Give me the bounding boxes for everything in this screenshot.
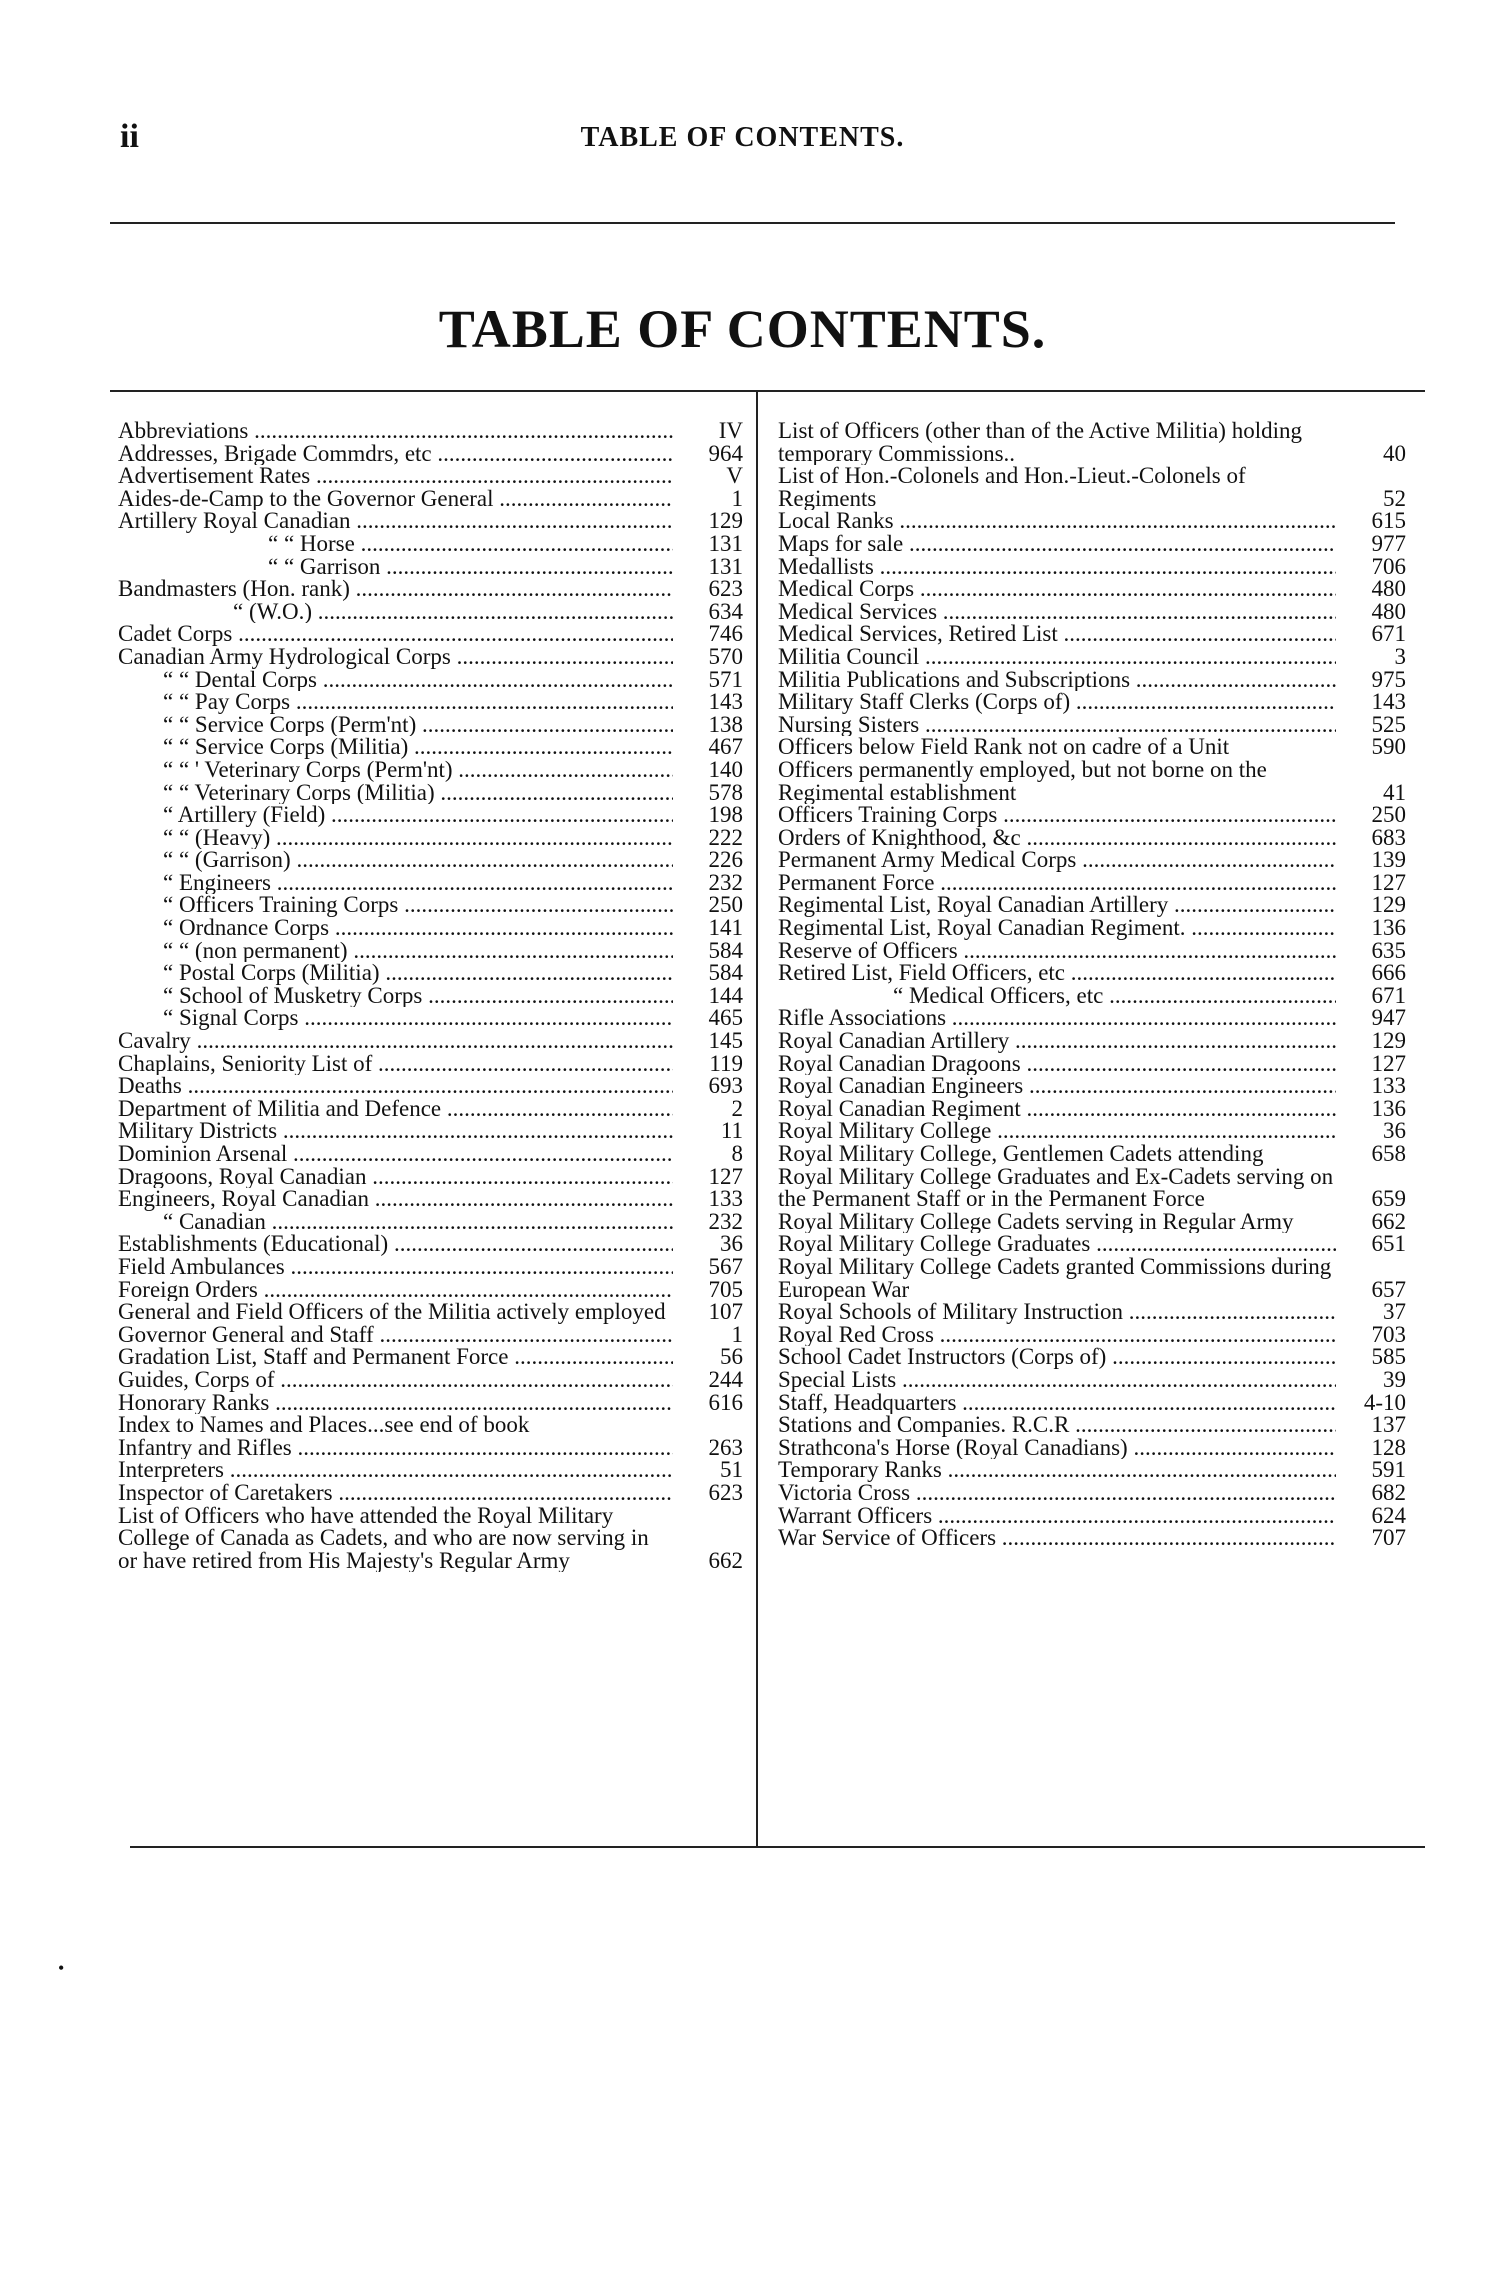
- toc-entry-title: Orders of Knighthood, &c .....: [778, 827, 1336, 850]
- toc-entry: [118, 804, 743, 827]
- toc-entry-title: “ “ Dental Corps .....: [118, 669, 673, 692]
- toc-entry-page: 1: [731, 485, 743, 511]
- toc-entry: [778, 1366, 1406, 1392]
- toc-entry: [118, 1479, 743, 1505]
- toc-entry: [778, 1050, 1406, 1076]
- toc-entry-title: “ “ Garrison .....: [118, 556, 673, 579]
- toc-entry-title: Royal Schools of Military Instruction .....: [778, 1301, 1336, 1324]
- toc-entry-title: Addresses, Brigade Commdrs, etc .....: [118, 443, 673, 466]
- toc-entry-title: Artillery Royal Canadian .....: [118, 510, 673, 533]
- toc-entry-title: Royal Military College Cadets serving in Regular Army: [778, 1210, 1294, 1234]
- toc-entry-title: Canadian Army Hydrological Corps .....: [118, 646, 673, 669]
- toc-entry: [118, 1095, 743, 1121]
- toc-entry-page: V: [726, 463, 743, 489]
- toc-entry: [118, 691, 743, 714]
- toc-entry: [778, 1479, 1406, 1505]
- toc-entry: [778, 849, 1406, 872]
- toc-entry: [778, 1030, 1406, 1053]
- toc-entry-title: Guides, Corps of .....: [118, 1369, 673, 1392]
- toc-entry-title: Abbreviations .....: [118, 420, 673, 443]
- toc-entry-page: 467: [708, 734, 743, 760]
- toc-entry: [778, 1321, 1406, 1347]
- toc-entry-page: 119: [709, 1050, 743, 1076]
- toc-entry-title: Bandmasters (Hon. rank) .....: [118, 578, 673, 601]
- toc-entry-title: General and Field Officers of the Militia actively employed: [118, 1301, 666, 1324]
- toc-entry: [778, 691, 1406, 714]
- toc-entry: [118, 824, 743, 850]
- toc-entry-title: “ “ Service Corps (Perm'nt) .....: [118, 714, 673, 737]
- toc-entry-title: Infantry and Rifles .....: [118, 1437, 673, 1460]
- toc-entry: [118, 982, 743, 1008]
- toc-entry: [118, 1253, 743, 1279]
- toc-entry-page: 578: [708, 779, 743, 805]
- toc-entry-page: 705: [708, 1276, 743, 1302]
- toc-entry: [118, 578, 743, 601]
- toc-entry: [778, 1120, 1406, 1143]
- toc-entry-page: 525: [1371, 711, 1406, 737]
- toc-entry-page: 143: [1371, 689, 1406, 715]
- toc-entry: [118, 1233, 743, 1256]
- toc-entry-page: 634: [708, 598, 743, 624]
- toc-entry-title: Deaths .....: [118, 1075, 673, 1098]
- toc-entry-page: 615: [1371, 508, 1406, 534]
- toc-entry: [118, 1389, 743, 1415]
- toc-entry: [778, 1143, 1406, 1166]
- toc-entry: [118, 962, 743, 985]
- toc-entry: [118, 530, 743, 556]
- toc-entry-page: 136: [1371, 915, 1406, 941]
- toc-entry-page: 584: [708, 937, 743, 963]
- toc-entry: [778, 1233, 1406, 1256]
- toc-entry-title: Military Districts .....: [118, 1120, 673, 1143]
- toc-entry-title: Special Lists .....: [778, 1369, 1336, 1392]
- toc-entry-page: 682: [1371, 1479, 1406, 1505]
- toc-entry-page: 232: [708, 1208, 743, 1234]
- toc-entry-page: 250: [1371, 802, 1406, 828]
- toc-entry: [118, 1143, 743, 1166]
- toc-entry-title: Royal Military College, Gentlemen Cadets attending: [778, 1143, 1264, 1166]
- toc-entry-page: 143: [708, 689, 743, 715]
- toc-entry-title: Officers below Field Rank not on cadre of a Unit: [778, 736, 1230, 759]
- toc-entry: [118, 553, 743, 579]
- toc-entry-page: 127: [1371, 869, 1406, 895]
- toc-entry-page: 232: [708, 869, 743, 895]
- toc-entry-page: 666: [1371, 960, 1406, 986]
- toc-entry-page: 683: [1371, 824, 1406, 850]
- toc-entry-page: 746: [708, 621, 743, 647]
- toc-entry: [118, 1030, 743, 1053]
- toc-entry-title: Engineers, Royal Canadian .....: [118, 1188, 673, 1211]
- toc-entry-title: “ Canadian .....: [118, 1211, 673, 1234]
- page-number: ii: [120, 118, 139, 155]
- toc-entry-page: 198: [708, 802, 743, 828]
- toc-entry: [118, 1120, 743, 1143]
- toc-entry-page: 651: [1371, 1231, 1406, 1257]
- toc-entry-title: Medical Corps .....: [778, 578, 1336, 601]
- toc-entry-title: Permanent Force .....: [778, 872, 1336, 895]
- toc-entry: [778, 804, 1406, 827]
- toc-entry-title: Inspector of Caretakers .....: [118, 1482, 673, 1505]
- toc-entry-page: 56: [720, 1344, 743, 1370]
- toc-entry-page: 129: [1371, 1028, 1406, 1054]
- toc-entry: [778, 1502, 1406, 1528]
- toc-entry-title: Royal Red Cross .....: [778, 1324, 1336, 1347]
- toc-entry: [778, 1007, 1406, 1030]
- toc-entry-title: Dominion Arsenal .....: [118, 1143, 673, 1166]
- toc-entry-title: Honorary Ranks .....: [118, 1392, 673, 1415]
- toc-entry-title: List of Officers who have attended the Royal Military College of Canada as Cadets, and who are now serving in or have retired from His Majesty's Regular Army: [118, 1504, 649, 1573]
- toc-entry-title: Rifle Associations .....: [778, 1007, 1336, 1030]
- toc-entry-page: 138: [708, 711, 743, 737]
- toc-entry-title: Royal Military College Cadets granted Commissions during European War: [778, 1255, 1332, 1302]
- toc-entry: [778, 1459, 1406, 1482]
- toc-entry: [778, 917, 1406, 940]
- toc-entry-title: Cadet Corps .....: [118, 623, 673, 646]
- toc-entry-page: 693: [708, 1073, 743, 1099]
- toc-entry: [778, 643, 1406, 669]
- toc-entry: [118, 869, 743, 895]
- toc-entry: [118, 1208, 743, 1234]
- toc-entry-page: 616: [708, 1389, 743, 1415]
- toc-entry: [778, 711, 1406, 737]
- toc-entry-title: Royal Military College Graduates and Ex-Cadets serving on the Permanent Staff or in the Permanent Force: [778, 1165, 1334, 1211]
- toc-entry: [778, 1346, 1406, 1369]
- toc-entry-title: Stations and Companies. R.C.R .....: [778, 1414, 1336, 1437]
- toc-entry-title: Medical Services, Retired List .....: [778, 623, 1336, 646]
- toc-entry-page: 465: [708, 1005, 743, 1031]
- toc-entry-page: 39: [1383, 1366, 1406, 1392]
- toc-entry-title: Militia Publications and Subscriptions .....: [778, 669, 1336, 692]
- toc-entry: [118, 894, 743, 917]
- toc-entry: [118, 1050, 743, 1076]
- toc-entry-title: “ “ (non permanent) .....: [118, 940, 673, 963]
- toc-entry-title: Warrant Officers .....: [778, 1505, 1336, 1528]
- toc-entry: [778, 1389, 1406, 1415]
- toc-entry-page: 707: [1371, 1525, 1406, 1551]
- toc-entry: [778, 1434, 1406, 1460]
- toc-entry-title: List of Officers (other than of the Active Militia) holding temporary Commissions..: [778, 420, 1302, 466]
- toc-entry-page: 1: [731, 1321, 743, 1347]
- toc-entry-title: Militia Council .....: [778, 646, 1336, 669]
- toc-entry-title: “ Ordnance Corps .....: [118, 917, 673, 940]
- toc-entry: [118, 1075, 743, 1098]
- toc-entry-page: 129: [708, 508, 743, 534]
- toc-entry: [118, 711, 743, 737]
- toc-entry: [118, 1163, 743, 1189]
- toc-entry-page: 128: [1371, 1434, 1406, 1460]
- toc-entry-title: Officers Training Corps .....: [778, 804, 1336, 827]
- toc-entry-title: Victoria Cross .....: [778, 1482, 1336, 1505]
- toc-entry-page: 41: [1383, 779, 1406, 805]
- toc-entry-title: “ “ Service Corps (Militia) .....: [118, 736, 673, 759]
- toc-entry: [118, 666, 743, 692]
- toc-entry-title: Nursing Sisters .....: [778, 714, 1336, 737]
- toc-entry-page: 480: [1371, 598, 1406, 624]
- toc-entry: [778, 510, 1406, 533]
- toc-entry: [118, 1414, 743, 1437]
- toc-entry: [118, 779, 743, 805]
- toc-entry: [118, 1188, 743, 1211]
- toc-entry-page: 107: [708, 1299, 743, 1325]
- toc-entry-page: 4-10: [1363, 1389, 1406, 1415]
- toc-entry-title: Local Ranks .....: [778, 510, 1336, 533]
- toc-entry-page: 250: [708, 892, 743, 918]
- toc-entry-page: 140: [708, 756, 743, 782]
- toc-entry-page: 141: [708, 915, 743, 941]
- toc-entry: [118, 465, 743, 488]
- toc-entry: [118, 598, 743, 624]
- toc-entry-page: 571: [708, 666, 743, 692]
- toc-entry-title: “ School of Musketry Corps .....: [118, 985, 673, 1008]
- toc-entry-page: 3: [1394, 643, 1406, 669]
- toc-entry-title: “ “ (Heavy) .....: [118, 827, 673, 850]
- toc-entry-page: 131: [708, 530, 743, 556]
- toc-entry-title: Department of Militia and Defence .....: [118, 1098, 673, 1121]
- toc-entry-page: 226: [708, 847, 743, 873]
- toc-entry-page: 662: [1371, 1208, 1406, 1234]
- toc-entry-page: 136: [1371, 1095, 1406, 1121]
- toc-entry: [118, 1007, 743, 1030]
- toc-entry-title: Establishments (Educational) .....: [118, 1233, 673, 1256]
- toc-entry-title: “ Artillery (Field) .....: [118, 804, 673, 827]
- toc-entry-title: Cavalry .....: [118, 1030, 673, 1053]
- toc-entry-page: 52: [1383, 485, 1406, 511]
- toc-entry-title: “ Signal Corps .....: [118, 1007, 673, 1030]
- print-mark: •: [58, 1958, 65, 1978]
- toc-entry-page: 36: [1383, 1118, 1406, 1144]
- toc-entry: [118, 849, 743, 872]
- toc-entry-page: 127: [1371, 1050, 1406, 1076]
- toc-entry-page: 975: [1371, 666, 1406, 692]
- toc-entry-page: IV: [718, 418, 743, 443]
- toc-entry-title: “ Postal Corps (Militia) .....: [118, 962, 673, 985]
- toc-entry: [118, 1434, 743, 1460]
- toc-entry: [118, 756, 743, 782]
- toc-entry: [118, 1366, 743, 1392]
- toc-entry-title: “ Medical Officers, etc .....: [778, 985, 1336, 1008]
- toc-entry-title: “ “ Pay Corps .....: [118, 691, 673, 714]
- toc-entry: [778, 894, 1406, 917]
- toc-entry-title: Medical Services .....: [778, 601, 1336, 624]
- toc-entry-page: 623: [708, 576, 743, 602]
- toc-entry-page: 623: [708, 1479, 743, 1505]
- toc-entry-title: Advertisement Rates .....: [118, 465, 673, 488]
- toc-entry-page: 635: [1371, 937, 1406, 963]
- toc-entry: [118, 1276, 743, 1302]
- toc-entry-title: Gradation List, Staff and Permanent Force .....: [118, 1346, 673, 1369]
- toc-entry-title: “ “ ' Veterinary Corps (Perm'nt) .....: [118, 759, 673, 782]
- toc-entry: [778, 598, 1406, 624]
- toc-entry: [778, 420, 1406, 465]
- toc-entry-page: 624: [1371, 1502, 1406, 1528]
- toc-entry: [778, 869, 1406, 895]
- toc-entry-title: Regimental List, Royal Canadian Artillery .....: [778, 894, 1336, 917]
- toc-entry-title: “ “ (Garrison) .....: [118, 849, 673, 872]
- toc-entry-title: Temporary Ranks .....: [778, 1459, 1336, 1482]
- toc-entry: [778, 937, 1406, 963]
- toc-entry: [778, 962, 1406, 985]
- toc-entry: [778, 1256, 1406, 1301]
- toc-entry-title: Aides-de-Camp to the Governor General .....: [118, 488, 673, 511]
- toc-entry-page: 37: [1383, 1299, 1406, 1325]
- toc-entry-title: Royal Military College .....: [778, 1120, 1336, 1143]
- toc-entry-title: Royal Canadian Regiment .....: [778, 1098, 1336, 1121]
- toc-entry-page: 137: [1371, 1412, 1406, 1438]
- toc-entry-page: 590: [1371, 734, 1406, 760]
- toc-entry: [118, 1459, 743, 1482]
- toc-entry-page: 658: [1371, 1141, 1406, 1166]
- toc-entry: [778, 1527, 1406, 1550]
- toc-entry-page: 706: [1371, 553, 1406, 579]
- toc-entry-page: 657: [1371, 1276, 1406, 1302]
- toc-entry: [778, 759, 1406, 804]
- toc-entry: [118, 917, 743, 940]
- toc-entry-page: 480: [1371, 576, 1406, 602]
- toc-entry-page: 659: [1371, 1186, 1406, 1212]
- toc-entry-title: Retired List, Field Officers, etc .....: [778, 962, 1336, 985]
- contents-left-column: [118, 420, 743, 1572]
- toc-entry-title: “ Engineers .....: [118, 872, 673, 895]
- toc-entry-title: Regimental List, Royal Canadian Regiment. .....: [778, 917, 1336, 940]
- toc-entry: [118, 937, 743, 963]
- toc-entry: [778, 578, 1406, 601]
- toc-entry: [778, 1095, 1406, 1121]
- toc-entry-title: Medallists .....: [778, 556, 1336, 579]
- toc-entry-page: 11: [720, 1118, 743, 1144]
- toc-entry-title: Index to Names and Places...see end of book: [118, 1414, 530, 1437]
- contents-right-column: [778, 420, 1406, 1550]
- toc-entry-page: 222: [708, 824, 743, 850]
- toc-entry-title: “ Officers Training Corps .....: [118, 894, 673, 917]
- toc-entry: [118, 440, 743, 466]
- toc-entry-page: 263: [708, 1434, 743, 1460]
- page-title: TABLE OF CONTENTS.: [438, 299, 1047, 359]
- toc-entry: [118, 643, 743, 669]
- toc-entry: [778, 1075, 1406, 1098]
- toc-entry-page: 591: [1371, 1457, 1406, 1483]
- toc-entry-title: Royal Canadian Dragoons .....: [778, 1053, 1336, 1076]
- toc-entry-title: Governor General and Staff .....: [118, 1324, 673, 1347]
- toc-entry-page: 585: [1371, 1344, 1406, 1370]
- toc-entry-page: 662: [708, 1547, 743, 1573]
- toc-entry-page: 570: [708, 643, 743, 669]
- toc-entry-page: 129: [1371, 892, 1406, 918]
- running-head: TABLE OF CONTENTS.: [580, 122, 905, 153]
- toc-entry-title: War Service of Officers .....: [778, 1527, 1336, 1550]
- toc-entry: [118, 1301, 743, 1324]
- toc-entry-page: 127: [708, 1163, 743, 1189]
- toc-entry-title: Strathcona's Horse (Royal Canadians) .....: [778, 1437, 1336, 1460]
- toc-entry: [778, 465, 1406, 510]
- toc-entry: [118, 1346, 743, 1369]
- toc-entry-page: 584: [708, 960, 743, 986]
- toc-entry-title: Chaplains, Seniority List of .....: [118, 1053, 673, 1076]
- toc-entry-page: 40: [1383, 440, 1406, 466]
- toc-entry-page: 671: [1371, 621, 1406, 647]
- toc-entry-page: 51: [720, 1457, 743, 1483]
- toc-entry: [118, 485, 743, 511]
- toc-entry-page: 947: [1371, 1005, 1406, 1031]
- footer-rule: [130, 1846, 1425, 1848]
- toc-entry: [778, 623, 1406, 646]
- toc-entry-page: 567: [708, 1253, 743, 1279]
- toc-entry: [118, 510, 743, 533]
- toc-entry-title: Staff, Headquarters .....: [778, 1392, 1336, 1415]
- toc-entry: [778, 736, 1406, 759]
- toc-entry-page: 144: [708, 982, 743, 1008]
- toc-entry: [118, 1321, 743, 1347]
- toc-entry-page: 8: [731, 1141, 743, 1166]
- toc-entry: [778, 824, 1406, 850]
- toc-entry: [778, 1208, 1406, 1234]
- toc-entry-title: Royal Military College Graduates .....: [778, 1233, 1336, 1256]
- toc-entry-page: 139: [1371, 847, 1406, 873]
- toc-entry-page: 133: [708, 1186, 743, 1212]
- toc-entry-page: 977: [1371, 530, 1406, 556]
- toc-entry: [778, 1166, 1406, 1211]
- toc-entry: [118, 736, 743, 759]
- toc-entry: [778, 1301, 1406, 1324]
- header-rule: [110, 222, 1395, 224]
- toc-entry-page: 145: [708, 1028, 743, 1054]
- toc-entry-title: Reserve of Officers .....: [778, 940, 1336, 963]
- toc-entry-title: Royal Canadian Engineers .....: [778, 1075, 1336, 1098]
- toc-entry-page: 703: [1371, 1321, 1406, 1347]
- toc-entry: [778, 530, 1406, 556]
- toc-entry-page: 964: [708, 440, 743, 466]
- toc-entry-title: Military Staff Clerks (Corps of) .....: [778, 691, 1336, 714]
- toc-entry-title: List of Hon.-Colonels and Hon.-Lieut.-Colonels of Regiments: [778, 465, 1246, 511]
- toc-entry-title: School Cadet Instructors (Corps of) .....: [778, 1346, 1336, 1369]
- column-divider: [756, 392, 758, 1848]
- toc-entry: [118, 420, 743, 443]
- toc-entry-page: 244: [708, 1366, 743, 1392]
- toc-entry: [778, 666, 1406, 692]
- toc-entry-title: Dragoons, Royal Canadian .....: [118, 1166, 673, 1189]
- toc-entry: [778, 1414, 1406, 1437]
- toc-entry-title: Maps for sale .....: [778, 533, 1336, 556]
- toc-entry-title: Field Ambulances .....: [118, 1256, 673, 1279]
- toc-entry-title: Permanent Army Medical Corps .....: [778, 849, 1336, 872]
- toc-entry-title: Royal Canadian Artillery .....: [778, 1030, 1336, 1053]
- title-rule: [110, 390, 1425, 392]
- toc-entry-title: “ (W.O.) .....: [118, 601, 673, 624]
- toc-entry-page: 133: [1371, 1073, 1406, 1099]
- toc-entry: [778, 553, 1406, 579]
- toc-entry: [778, 982, 1406, 1008]
- toc-entry-title: “ “ Horse .....: [118, 533, 673, 556]
- toc-entry-page: 131: [708, 553, 743, 579]
- toc-entry: [118, 623, 743, 646]
- toc-entry-title: “ “ Veterinary Corps (Militia) .....: [118, 782, 673, 805]
- toc-entry-page: 36: [720, 1231, 743, 1257]
- toc-entry-page: 2: [731, 1095, 743, 1121]
- toc-entry-title: Officers permanently employed, but not borne on the Regimental establishment: [778, 758, 1267, 805]
- toc-entry: [118, 1505, 743, 1573]
- toc-entry-page: 671: [1371, 982, 1406, 1008]
- toc-entry-title: Interpreters .....: [118, 1459, 673, 1482]
- toc-entry-title: Foreign Orders .....: [118, 1279, 673, 1302]
